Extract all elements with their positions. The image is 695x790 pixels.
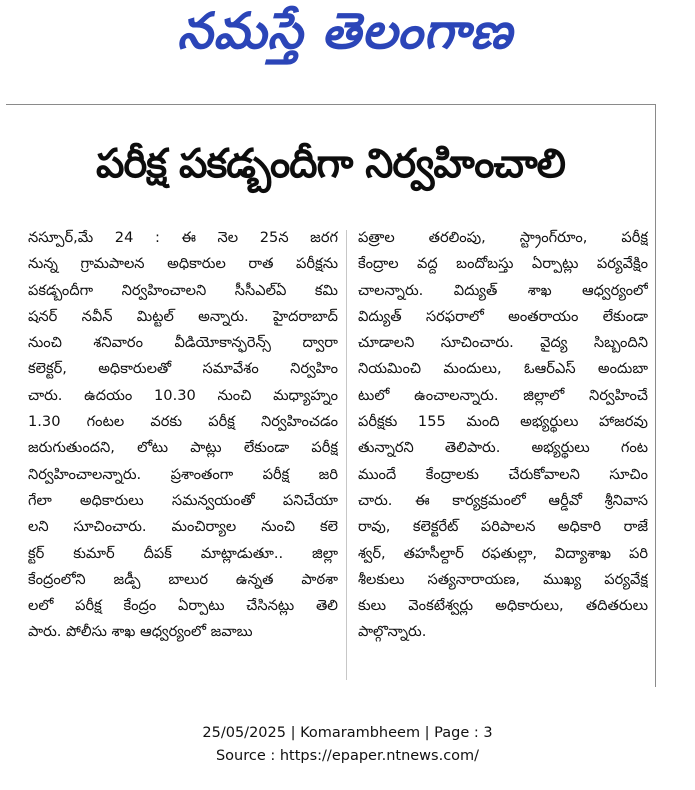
- left-column-line: క్టర్ కుమార్ దీపక్ మాట్లాడుతూ.. జిల్లా: [28, 544, 338, 562]
- right-column-line: చాలన్నారు. విద్యుత్ శాఖ ఆధ్వర్యంలో: [358, 281, 648, 299]
- left-column-line: నస్పూర్,మే 24 : ఈ నెల 25న జరగ: [28, 229, 338, 246]
- right-column-line: కులు వెంకటేశ్వర్లు అధికారులు, తదితరులు: [358, 597, 648, 615]
- left-column-line: పారు. పోలీసు శాఖ ఆధ్వర్యంలో జవాబు: [28, 623, 253, 641]
- news-clipping: [6, 104, 656, 687]
- page-footer: [0, 722, 695, 768]
- left-column-line: నిర్వహించాలన్నారు. ప్రశాంతంగా పరీక్ష జరి: [28, 465, 338, 483]
- right-column-line: కేంద్రాల వద్ద బందోబస్తు ఏర్పాట్లు పర్యవేక్షిం: [358, 255, 648, 273]
- right-column-line: నియమించి మందులు, ఓఆర్ఎస్ అందుబా: [358, 360, 648, 378]
- left-column-line: కలెక్టర్, అధికారులతో సమావేశం నిర్వహిం: [28, 360, 338, 378]
- article-column-right: [358, 225, 648, 646]
- right-column-line: విద్యుత్ సరఫరాలో అంతరాయం లేకుండా: [358, 307, 648, 325]
- right-column-line: చూడాలని సూచించారు. వైద్య సిబ్బందిని: [358, 334, 648, 352]
- article-headline: పరీక్ష పకడ్బందీగా నిర్వహించాలి: [96, 141, 565, 187]
- left-column-line: గేలా అధికారులు సమన్వయంతో పనిచేయా: [28, 491, 338, 509]
- left-column-line: లలో పరీక్ష కేంద్రం ఏర్పాటు చేసినట్లు తెలి: [28, 597, 338, 615]
- right-column-line: తున్నారని తెలిపారు. అభ్యర్థులు గంట: [358, 439, 648, 457]
- left-column-line: నున్న గ్రామపాలన అధికారుల రాత పరీక్షను: [28, 255, 338, 273]
- masthead: [0, 0, 695, 80]
- right-column-line: పరీక్షకు 155 మంది అభ్యర్థులు హాజరవు: [358, 413, 648, 431]
- right-column-line: శీలకులు సత్యనారాయణ, ముఖ్య పర్యవేక్ష: [358, 570, 648, 588]
- right-column-line: ముందే కేంద్రాలకు చేరుకోవాలని సూచిం: [358, 465, 648, 483]
- source-link[interactable]: Source : https://epaper.ntnews.com/: [215, 748, 480, 764]
- left-column-line: 1.30 గంటల వరకు పరీక్ష నిర్వహించడం: [28, 413, 338, 431]
- right-column-line: చారు. ఈ కార్యక్రమంలో ఆర్డీవో శ్రీనివాస: [358, 491, 648, 509]
- right-column-line: రావు, కలెక్టరేట్ పరిపాలన అధికారి రాజే: [358, 518, 648, 536]
- left-column-line: నుంచి శనివారం వీడియోకాన్ఫరెన్స్ ద్వారా: [28, 334, 338, 352]
- column-divider: [346, 230, 347, 680]
- edition-info: 25/05/2025 | Komarambheem | Page : 3: [202, 725, 493, 741]
- right-column-line: టులో ఉంచాలన్నారు. జిల్లాలో నిర్వహించే: [358, 386, 648, 404]
- left-column-line: పకడ్బందీగా నిర్వహించాలని సీసీఎల్ఏ కమి: [28, 281, 338, 299]
- right-column-line: శ్వర్, తహసీల్దార్ రఫతుల్లా, విద్యాశాఖ పరి: [358, 544, 648, 562]
- left-column-line: లని సూచించారు. మంచిర్యాల నుంచి కలె: [28, 518, 338, 536]
- newspaper-logo: నమస్తే తెలంగాణ: [177, 2, 513, 60]
- right-column-line: పత్రాల తరలింపు, స్ట్రాంగ్‌రూం, పరీక్ష: [358, 229, 648, 246]
- left-column-line: షనర్ నవీన్ మిట్టల్ అన్నారు. హైదరాబాద్: [28, 307, 338, 325]
- article-column-left: [28, 225, 338, 646]
- left-column-line: చారు. ఉదయం 10.30 నుంచి మధ్యాహ్నం: [28, 386, 338, 404]
- right-column-line: పాల్గొన్నారు.: [358, 623, 427, 641]
- left-column-line: జరుగుతుందని, లోటు పాట్లు లేకుండా పరీక్ష: [28, 439, 338, 457]
- left-column-line: కేంద్రంలోని జడ్పీ బాలుర ఉన్నత పాఠశా: [28, 570, 338, 588]
